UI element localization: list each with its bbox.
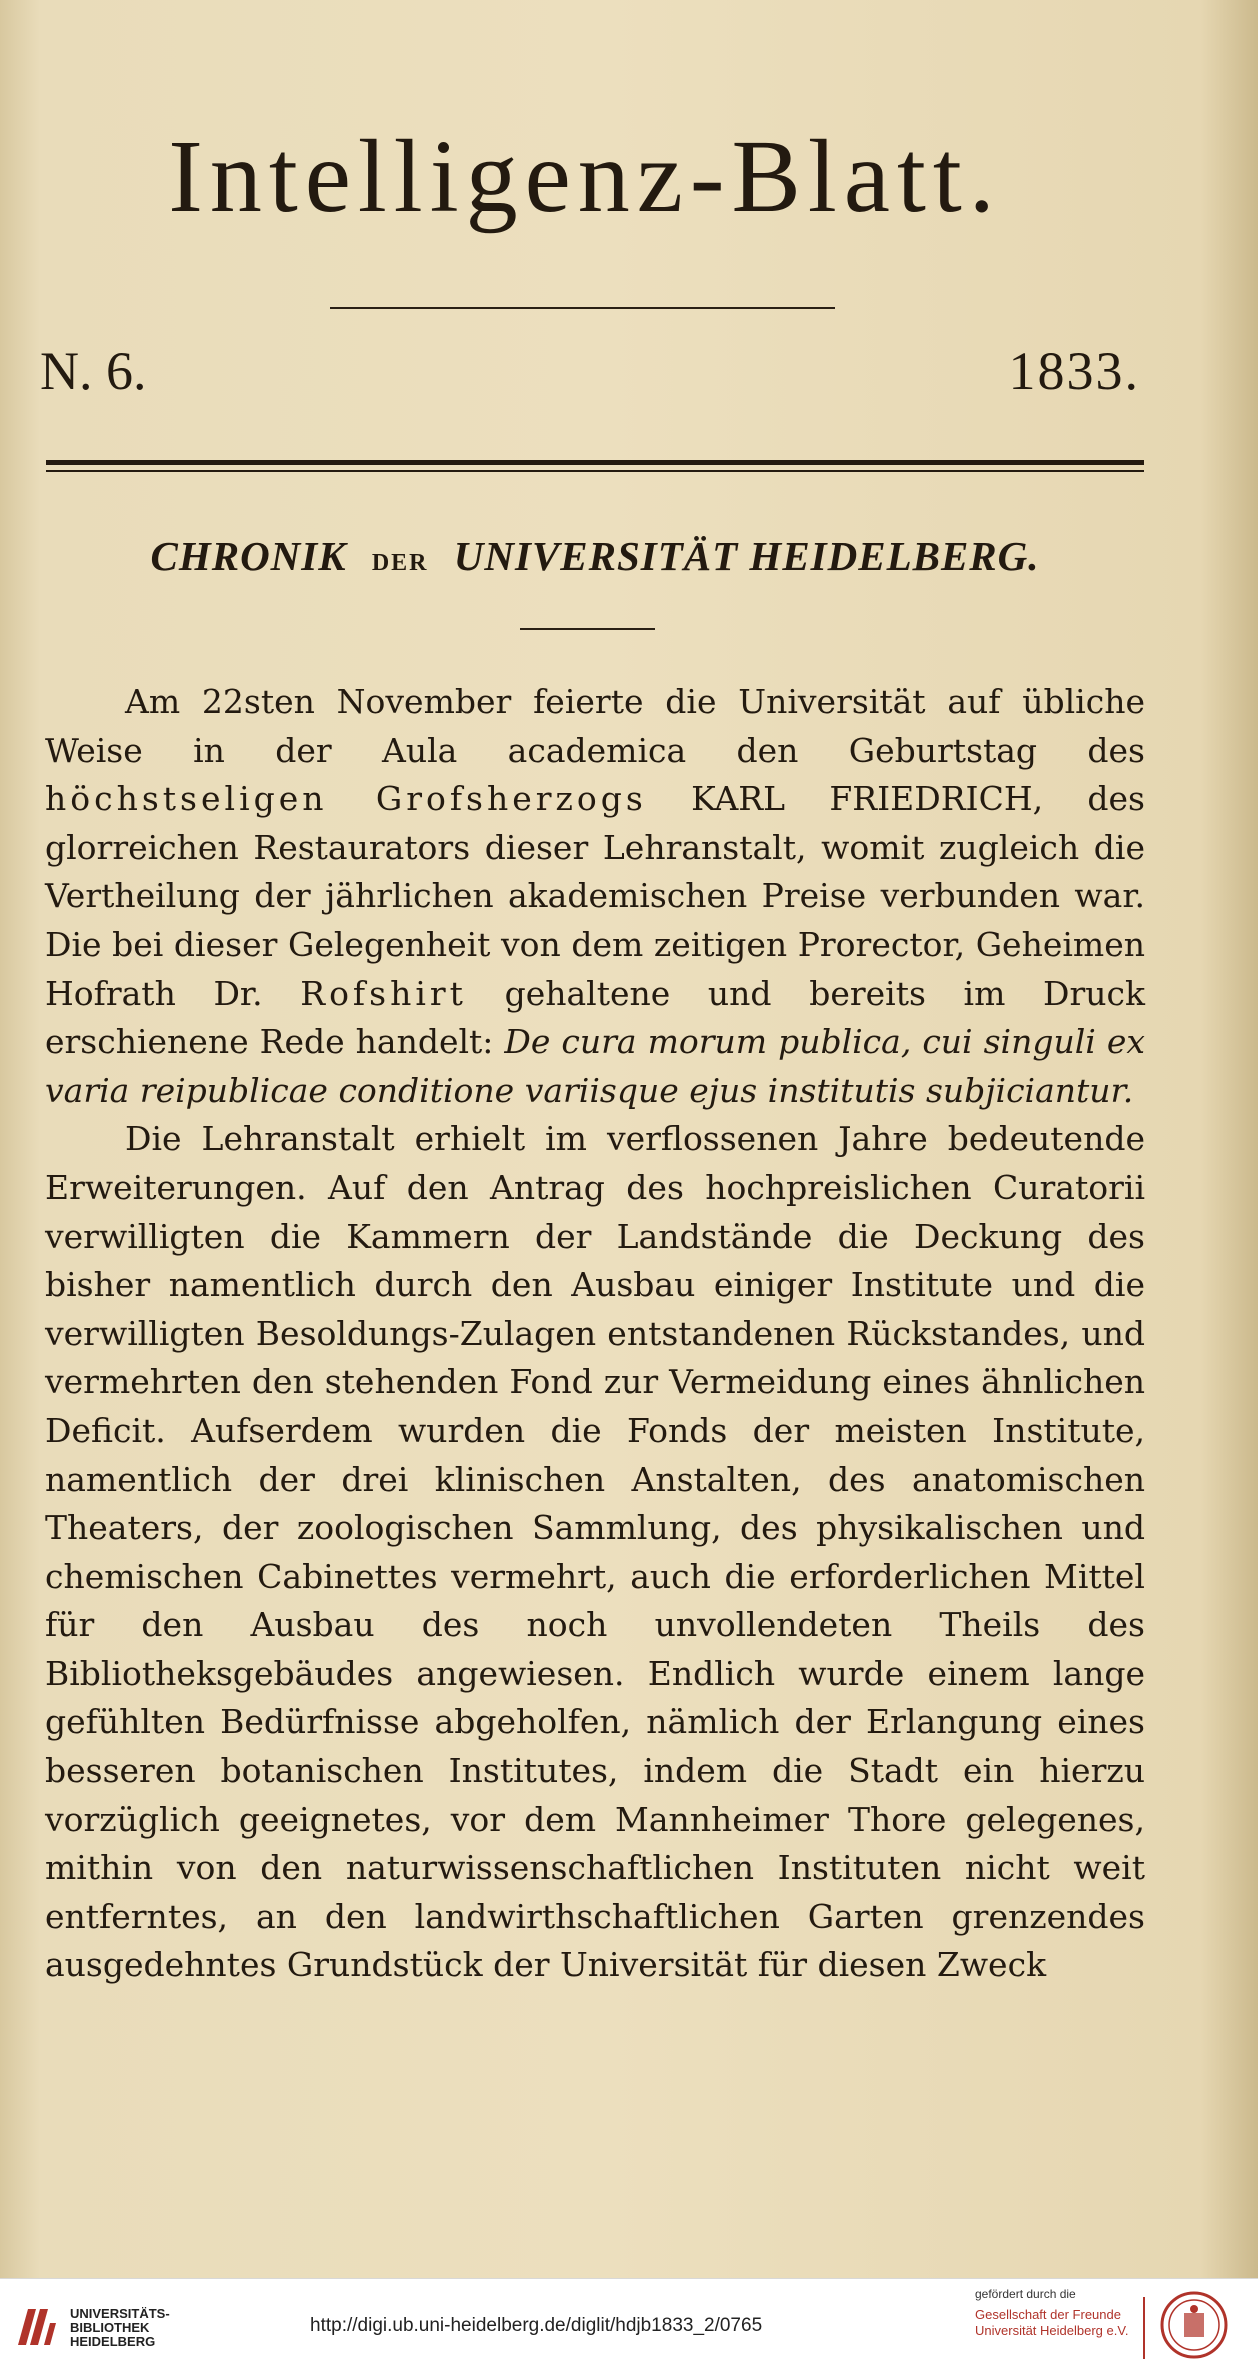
library-logo-icon — [14, 2305, 58, 2349]
university-seal-icon — [1160, 2291, 1228, 2359]
double-rule-thin — [46, 470, 1144, 472]
section-heading — [45, 532, 1145, 580]
paragraph-1-text-c: gehaltene und bereits im Druck erschienene Rede handelt: — [45, 973, 1146, 1062]
section-heading-part2: DER — [371, 550, 429, 576]
paragraph-2: Die Lehranstalt erhielt im verflossenen Jahre bedeutende Erweiterungen. Auf den Antrag des hochpreislichen Curatorii verwilligten die Kammern der Landstände die Deckung des bisher namentlich durch den Ausbau einiger Institute und die verwilligten Besoldungs-Zulagen entstandenen Rückstandes, und vermehrten den stehenden Fond zur Vermeidung eines ähnlichen Deficit. Aufserdem wurden die Fonds der meisten Institute, namentlich der drei klinischen Anstalten, des anatomischen Theaters, der zoologischen Sammlung, des physikalischen und chemischen Cabinettes vermehrt, auch die erforderlichen Mittel für den Ausbau des noch unvollendeten Theils des Bibliotheksgebäudes angewiesen. Endlich wurde einem lange gefühlten Bedürfnisse abgeholfen, nämlich der Erlangung eines besseren botanischen Institutes, indem die Stadt ein hierzu vorzüglich geeignetes, vor dem Mannheimer Thore gelegenes, mithin von den naturwissenschaftlichen Instituten nicht weit entferntes, an den landwirthschaftlichen Garten grenzendes ausgedehntes Grundstück der Universität für diesen Zweck — [45, 1119, 1145, 1985]
sponsor-intro: gefördert durch die — [975, 2287, 1076, 2301]
section-rule — [520, 628, 655, 630]
paragraph-1-name-2: Rofshirt — [300, 973, 467, 1013]
paragraph-1-name-1: höchstseligen Grofsherzogs — [45, 779, 647, 819]
library-name-line-2: BIBLIOTHEK — [70, 2320, 150, 2335]
paragraph-1 — [45, 678, 1145, 1115]
library-name-line-3: HEIDELBERG — [70, 2334, 156, 2349]
permalink-url[interactable]: http://digi.ub.uni-heidelberg.de/diglit/hdjb1833_2/0765 — [310, 2315, 763, 2336]
paragraph-1-text-a: Am 22sten November feierte die Universität auf übliche Weise in der Aula academica den Geburtstag des — [45, 682, 1145, 770]
viewer-footer — [0, 2278, 1258, 2370]
footer-divider — [1143, 2297, 1145, 2359]
library-name — [70, 2307, 170, 2349]
paragraph-1-text-b: KARL FRIEDRICH, des glorreichen Restaurators dieser Lehranstalt, womit zugleich die Vertheilung der jährlichen akademischen Preise verbunden war. Die bei dieser Gelegenheit von dem zeitigen Prorector, Geheimen Hofrath Dr. — [45, 779, 1145, 1013]
sponsor-org-line-1: Gesellschaft der Freunde — [975, 2307, 1121, 2322]
issue-row — [40, 340, 1140, 410]
paragraph-1-quote: De cura morum publica, cui singuli ex varia reipublicae conditione variisque ejus institutis subjiciantur. — [45, 1022, 1145, 1110]
article-body — [45, 678, 1145, 1990]
section-heading-part3: UNIVERSITÄT HEIDELBERG. — [453, 533, 1040, 579]
sponsor-block — [975, 2287, 1155, 2339]
issue-number: N. 6. — [40, 341, 147, 401]
issue-year: 1833. — [1008, 341, 1140, 401]
title-rule — [330, 307, 835, 309]
library-name-line-1: UNIVERSITÄTS- — [70, 2306, 170, 2321]
masthead-title: Intelligenz-Blatt. — [168, 119, 1002, 234]
sponsor-org-line-2: Universität Heidelberg e.V. — [975, 2323, 1129, 2338]
section-heading-part1: CHRONIK — [150, 533, 347, 579]
double-rule-thick — [46, 460, 1144, 465]
